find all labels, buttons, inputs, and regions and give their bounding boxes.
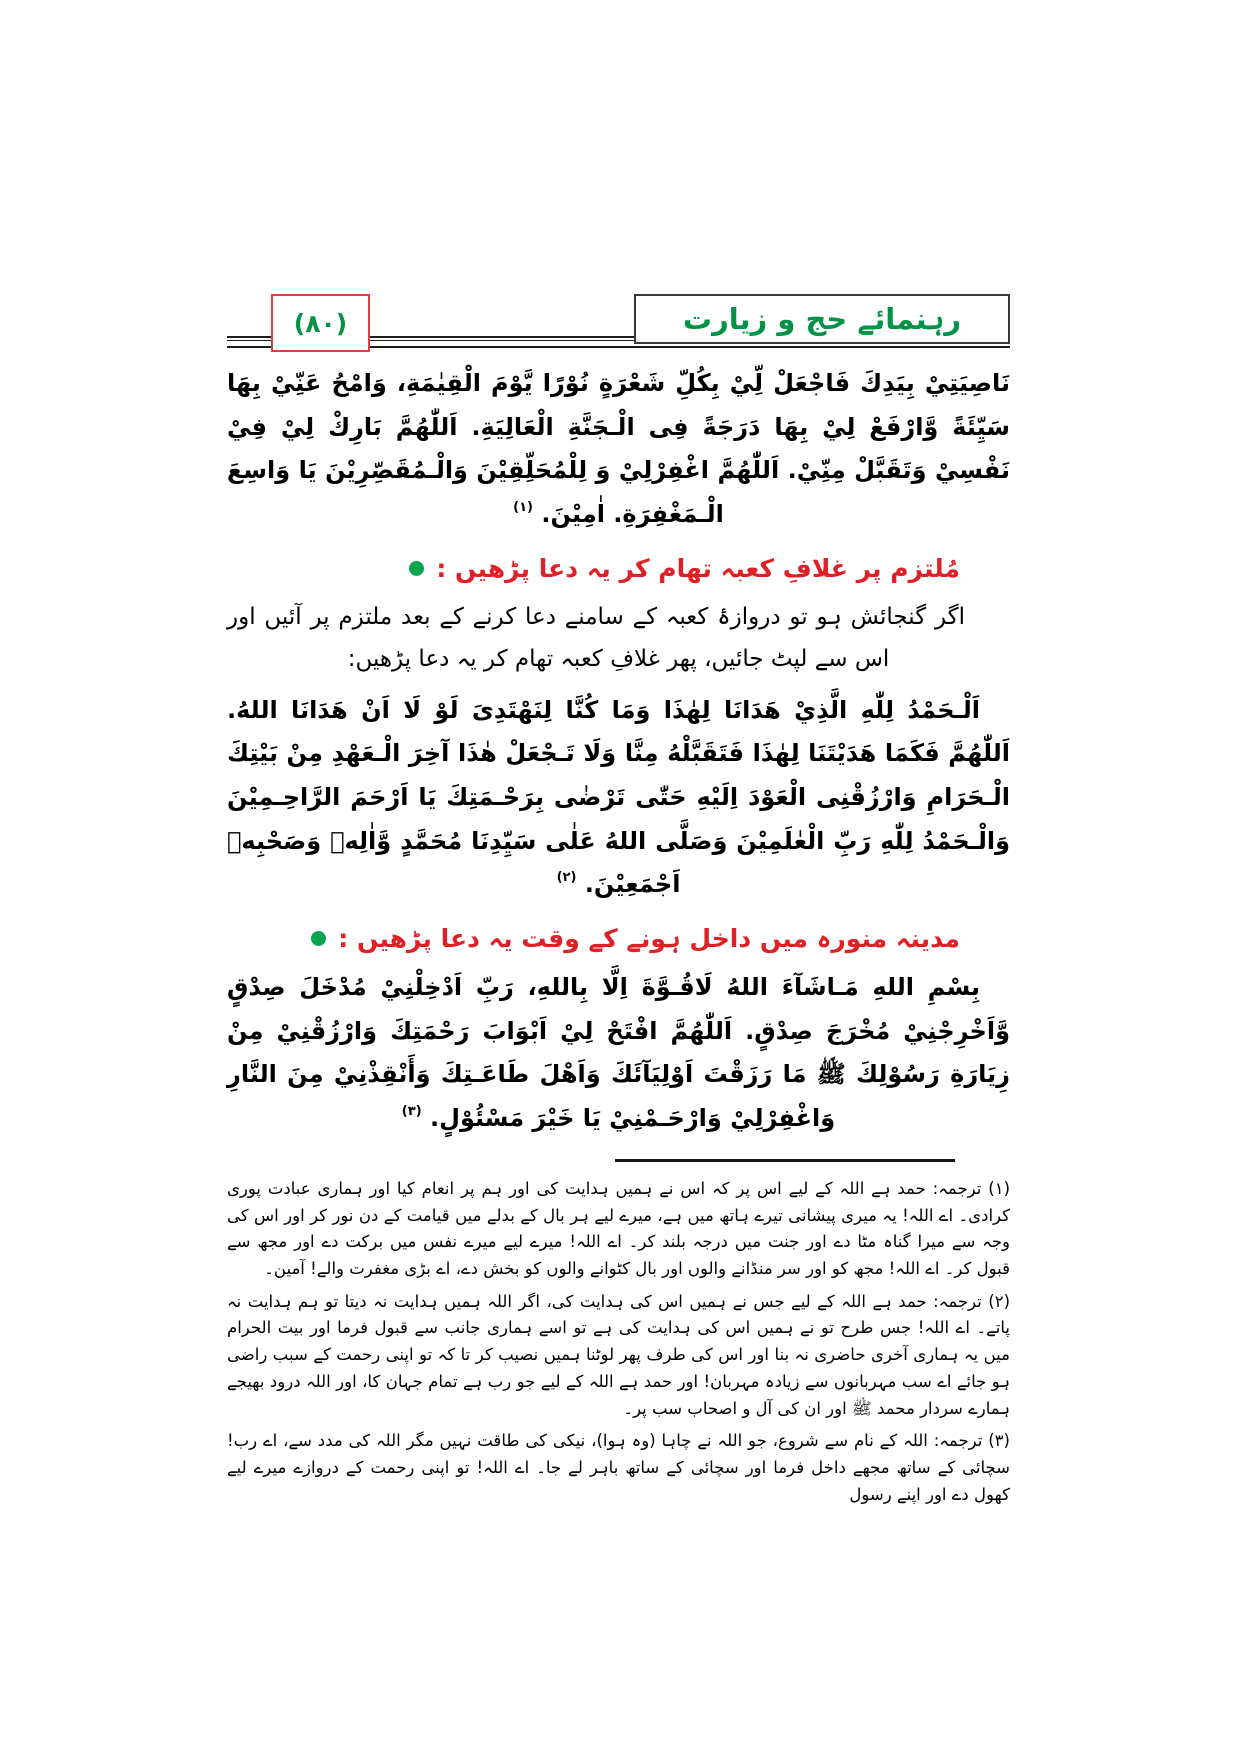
page-header [227,294,1010,352]
book-title: رہنمائے حج و زیارت [682,302,962,336]
bullet-icon [311,931,326,946]
footnote-ref-3: (۳) [401,1104,422,1120]
dua-halq-paragraph [227,362,1010,537]
heading-multazam-text: مُلتزم پر غلافِ کعبہ تھام کر یہ دعا پڑھیں : [436,553,960,583]
dua-multazam-paragraph [227,689,1010,907]
dua-halq-text: نَاصِيَتِيْ بِيَدِكَ فَاجْعَلْ لِّيْ بِكُلِّ شَعْرَةٍ نُوْرًا يَّوْمَ الْقِيٰمَةِ، وَامْحُ عَنِّيْ بِهَا سَيِّئَةً وَّارْفَعْ لِيْ بِهَا دَرَجَةً فِى الْـجَنَّةِ الْعَالِيَةِ. اَللّٰهُمَّ بَارِكْ لِيْ فِيْ نَفْسِيْ وَتَقَبَّلْ مِنِّيْ. اَللّٰهُمَّ اغْفِرْلِيْ وَ لِلْمُحَلِّقِيْنَ وَالْـمُقَصِّرِيْنَ يَا وَاسِعَ الْـمَغْفِرَةِ. اٰمِيْنَ. [227,369,1010,529]
page-number-box [271,294,370,352]
footnote-ref-2: (۲) [556,870,577,886]
dua-madinah-paragraph [227,966,1010,1141]
dua-madinah-text: بِسْمِ اللهِ مَـاشَآءَ اللهُ لَاقُـوَّةَ اِلَّا بِاللهِ، رَبِّ اَدْخِلْنِيْ مُدْخَلَ صِدْقٍ وَّاَخْرِجْنِيْ مُخْرَجَ صِدْقٍ. اَللّٰهُمَّ افْتَحْ لِيْ اَبْوَابَ رَحْمَتِكَ وَارْزُقْنِيْ مِنْ زِيَارَةِ رَسُوْلِكَ ﷺ مَا رَزَقْتَ اَوْلِيَآئَكَ وَاَهْلَ طَاعَـتِكَ وَأَنْقِذْنِيْ مِنَ النَّارِ وَاغْفِرْلِيْ وَارْحَـمْنِيْ يَا خَيْرَ مَسْئُوْلٍ. [227,973,1010,1133]
section-heading-madinah [227,921,960,956]
urdu-multazam-intro: اگر گنجائش ہو تو دروازۂ کعبہ کے سامنے دعا کرنے کے بعد ملتزم پر آئیں اور اس سے لپٹ جائیں، پھر غلافِ کعبہ تھام کر یہ دعا پڑھیں: [227,603,965,673]
footnote-2-marker: (۲) [988,1291,1010,1311]
bullet-icon [409,561,424,576]
footnote-ref-1: (۱) [513,500,533,516]
footnote-2 [227,1289,1010,1423]
heading-madinah-text: مدینہ منورہ میں داخل ہونے کے وقت یہ دعا پڑھیں : [338,924,960,954]
footnote-1-text: ترجمہ: حمد ہے اللہ کے لیے اس پر کہ اس نے ہمیں ہدایت کی اور ہم پر انعام کیا اور ہماری عبادت پوری کرادی۔ اے اللہ! یہ میری پیشانی تیرے ہاتھ میں ہے، میرے لیے ہر بال کے بدلے میں قیامت کے دن نور کر اور اس کی وجہ سے میرا گناہ مٹا دے اور جنت میں درجہ بلند کر۔ اے اللہ! میرے لیے میرے نفس میں برکت دے اور مجھ سے قبول کر۔ اے اللہ! مجھ کو اور سر منڈانے والوں اور بال کٹوانے والوں کو بخش دے، اے بڑی مغفرت والے! آمین۔ [227,1178,1010,1278]
footnote-3 [227,1428,1010,1508]
page-number: (۸۰) [293,308,348,338]
footnote-separator [615,1159,955,1162]
footnote-1-marker: (۱) [988,1178,1010,1198]
footnote-2-text: ترجمہ: حمد ہے اللہ کے لیے جس نے ہمیں اس کی ہدایت کی، اگر اللہ ہمیں ہدایت نہ دیتا تو ہم ہدایت نہ پاتے۔ اے اللہ! جس طرح تو نے ہمیں اس کی ہدایت کی ہے تو اسے ہماری جانب سے قبول فرما اور بیت الحرام میں یہ ہماری آخری حاضری نہ بنا اور اس کی طرف پھر لوٹنا ہمیں نصیب کر تا کہ تو اپنی رحمت کے سبب راضی ہو جائے اے سب مہربانوں سے زیادہ مہربان! اور حمد ہے اللہ کے لیے جو رب ہے تمام جہان کا، اور اللہ درود بھیجے ہمارے سردار محمد ﷺ اور ان کی آل و اصحاب سب پر۔ [227,1291,1010,1418]
footnote-3-marker: (۳) [988,1431,1010,1451]
section-heading-multazam [227,551,960,586]
book-title-box [634,294,1010,344]
footnote-1 [227,1176,1010,1283]
footnote-3-text: ترجمہ: اللہ کے نام سے شروع، جو اللہ نے چاہا (وہ ہوا)، نیکی کی طاقت نہیں مگر اللہ کی مدد سے، اے رب! سچائی کے ساتھ مجھے داخل فرما اور سچائی کے ساتھ باہر لے جا۔ اے اللہ! تو اپنی رحمت کے دروازے میرے لیے کھول دے اور اپنے رسول [227,1431,1010,1504]
page-content [227,294,1010,1514]
dua-multazam-text: اَلْـحَمْدُ لِلّٰهِ الَّذِيْ هَدَانَا لِهٰذَا وَمَا كُنَّا لِنَهْتَدِىَ لَوْ لَا اَنْ هَدَانَا اللهُ. اَللّٰهُمَّ فَكَمَا هَدَيْتَنَا لِهٰذَا فَتَقَبَّلْهُ مِنَّا وَلَا تَـجْعَلْ هٰذَا آخِرَ الْـعَهْدِ مِنْ بَيْتِكَ الْـحَرَامِ وَارْزُقْنِى الْعَوْدَ اِلَيْهِ حَتّٰى تَرْضٰى بِرَحْـمَتِكَ يَا اَرْحَمَ الرَّاحِـمِيْنَ وَالْـحَمْدُ لِلّٰهِ رَبِّ الْعٰلَمِيْنَ وَصَلَّى اللهُ عَلٰى سَيِّدِنَا مُحَمَّدٍ وَّاٰلِهٖ وَصَحْبِهٖ اَجْمَعِيْنَ. [227,695,1010,899]
